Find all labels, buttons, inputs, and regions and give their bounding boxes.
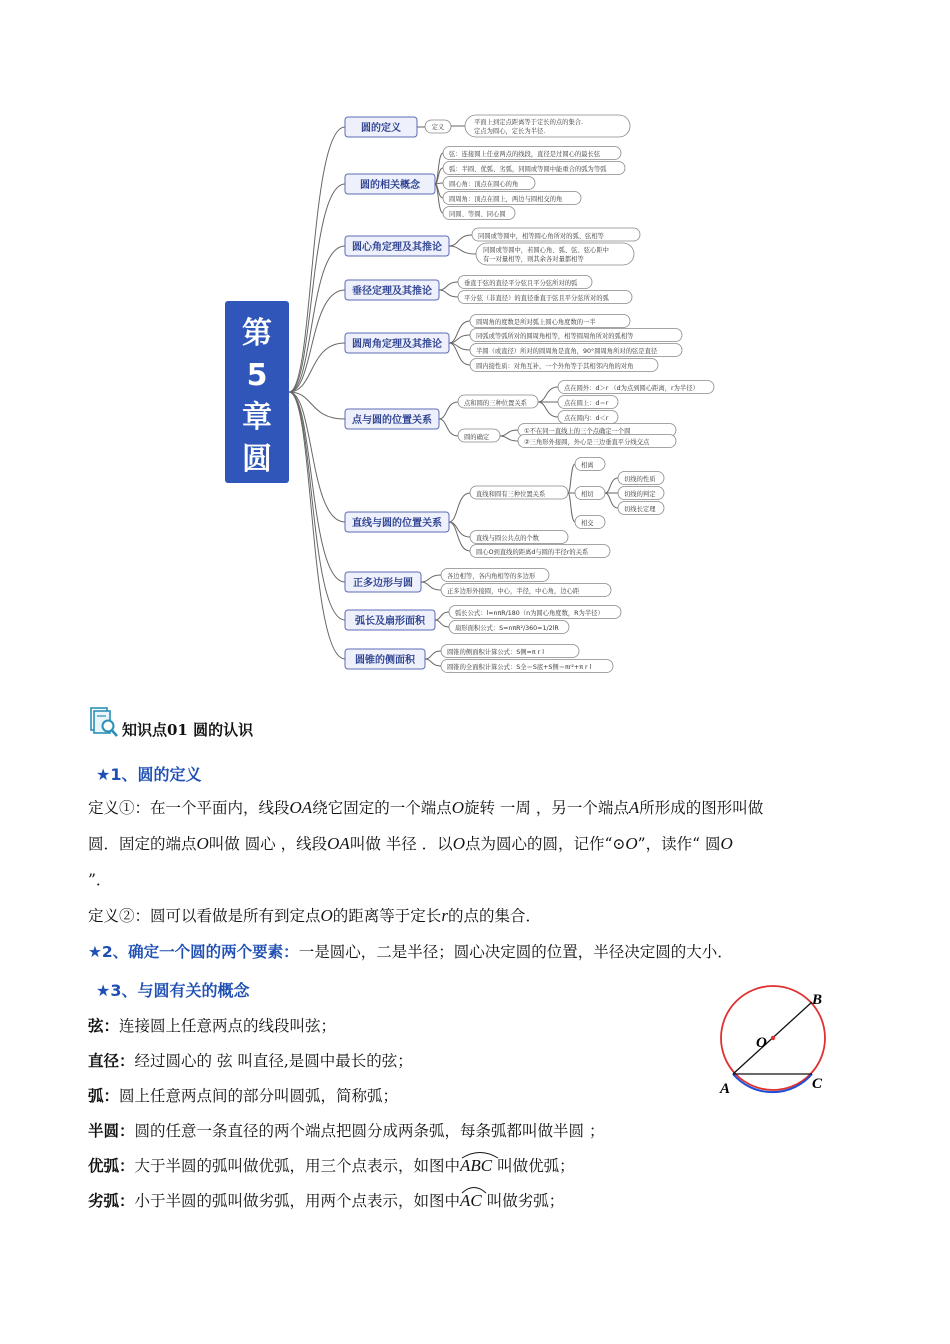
leaf-branch-line	[425, 659, 441, 666]
label-a: A	[720, 1081, 731, 1097]
central-angle-item: 有一对量相等，则其余各对量都相等	[483, 256, 584, 263]
arc-length-item: 扇形面积公式：S=nπR²/360=1/2lR	[455, 625, 559, 632]
leaf-branch-line	[500, 436, 518, 441]
main-node-label: 圆锥的侧面积	[355, 655, 415, 666]
major-arc-symbol: ABC	[460, 1156, 492, 1176]
leaf-branch-line	[568, 464, 575, 493]
leaf-branch-line	[538, 387, 558, 402]
circle-determine-item: ②三角形外接圆，外心是三边垂直平分线交点	[524, 439, 650, 446]
leaf-branch-line	[568, 493, 575, 522]
section-heading	[88, 700, 253, 740]
inscribed-angle-item: 半圆（或直径）所对的圆周角是直角，90°圆周角所对的弦是直径	[476, 348, 658, 355]
leaf-branch-line	[449, 235, 472, 246]
main-node-label: 圆的相关概念	[360, 180, 420, 191]
cone-item: 圆锥的侧面积计算公式：S侧=π r l	[447, 649, 544, 656]
main-branch-line	[289, 392, 345, 582]
central-angle-item: 同圆或等圆中，相等圆心角所对的弧、弦相等	[478, 233, 604, 240]
leaf-branch-line	[605, 493, 618, 508]
minor-arc-symbol: AC	[460, 1191, 482, 1211]
main-node-label: 圆心角定理及其推论	[352, 242, 442, 253]
label-c: C	[812, 1076, 823, 1092]
related-concept: 圆周角：顶点在圆上，两边与圆相交的角	[449, 196, 563, 203]
line-circle-sub: 直线和圆有三种位置关系	[476, 491, 546, 498]
leaf-branch-line	[435, 620, 449, 627]
main-branch-line	[289, 392, 345, 620]
main-branch-line	[289, 392, 345, 659]
main-node-label: 垂径定理及其推论	[352, 286, 432, 297]
main-branch-line	[289, 246, 345, 392]
leaf-branch-line	[449, 246, 476, 254]
concept-chord: 弦：连接圆上任意两点的线段叫弦；	[88, 1017, 337, 1035]
leaf-branch-line	[421, 582, 441, 590]
leaf-branch-line	[439, 402, 458, 419]
central-angle-item: 同圆或等圆中，若圆心角、弧、弦、弦心距中	[483, 247, 609, 254]
main-branch-line	[289, 290, 345, 392]
chapter-title-char: 5	[246, 358, 268, 393]
point-circle-sub: 点和圆的三种位置关系	[464, 400, 527, 407]
polygon-item: 正多边形外接圆，中心，半径，中心角，边心距	[447, 588, 580, 595]
circle-determine-item: ①不在同一直线上的三个点确定一个圆	[524, 428, 631, 435]
main-node-label: 圆周角定理及其推论	[352, 339, 442, 350]
subheading-circle-definition: ★1、圆的定义	[96, 765, 202, 784]
leaf-branch-line	[449, 493, 470, 522]
leaf-branch-line	[439, 419, 458, 436]
perpendicular-item: 垂直于弦的直径平分弦且平分弦所对的弧	[464, 280, 578, 287]
leaf-branch-line	[421, 575, 441, 582]
def-text-line: 平面上到定点距离等于定长的点的集合.	[474, 119, 584, 126]
concept-semicircle: 半圆：圆的任意一条直径的两个端点把圆分成两条弧，每条弧都叫做半圆 ；	[88, 1122, 605, 1140]
main-node-label: 直线与圆的位置关系	[352, 518, 442, 529]
main-node-label: 弧长及扇形面积	[355, 616, 425, 627]
chapter-title-char: 圆	[242, 442, 272, 477]
leaf-branch-line	[435, 184, 443, 213]
concept-arc: 弧：圆上任意两点间的部分叫圆弧，简称弧；	[88, 1087, 399, 1105]
line-circle-relation: 相离	[581, 462, 594, 469]
def-text-line: 定点为圆心，定长为半径.	[474, 128, 546, 135]
chapter-title-char: 章	[242, 400, 272, 435]
tangent-item: 切线的判定	[624, 491, 656, 498]
section-title: 知识点01 圆的认识	[122, 721, 254, 739]
polygon-item: 各边相等，各内角相等的多边形	[447, 573, 536, 580]
tangent-item: 切线的性质	[624, 476, 656, 483]
leaf-branch-line	[439, 282, 458, 290]
perpendicular-item: 平分弦（非直径）的直径垂直于弦且平分弦所对的弧	[464, 295, 609, 302]
line-circle-item: 直线与圆公共点的个数	[476, 535, 539, 542]
point-circle-item: 点在圆内：d＜r	[564, 415, 609, 422]
definition-1-line-3: ”．	[88, 871, 112, 889]
cone-item: 圆锥的全面积计算公式：S全＝S底+S侧＝πr²+π r l	[447, 664, 592, 671]
search-document-icon	[88, 706, 120, 740]
main-node-label: 圆的定义	[361, 123, 401, 134]
inscribed-angle-item: 同弧或等弧所对的圆周角相等，相等圆周角所对的弧相等	[476, 333, 634, 340]
main-node-label: 正多边形与圆	[353, 578, 413, 589]
main-branch-line	[289, 392, 345, 522]
line-circle-relation: 相切	[581, 491, 594, 498]
inscribed-angle-item: 圆内接性质：对角互补，一个外角等于其相邻内角的对角	[476, 363, 634, 370]
circle-figure	[712, 985, 832, 1100]
leaf-branch-line	[449, 321, 470, 343]
related-concept: 圆心角：顶点在圆心的角	[449, 181, 519, 188]
point-circle-item: 点在圆外：d＞r （d为点到圆心距离，r为半径）	[564, 385, 699, 392]
arc-length-item: 弧长公式：l=nπR/180（n为圆心角度数，R为半径）	[455, 610, 604, 617]
label-o: O	[756, 1035, 767, 1051]
definition-1-line-1: 定义①：在一个平面内，线段OA绕它固定的一个端点O旋转 一周 ，另一个端点A所形成的图形叫做	[88, 798, 764, 817]
concept-diameter: 直径：经过圆心的 弦 叫直径,是圆中最长的弦；	[88, 1052, 413, 1070]
related-concept: 同圆、等圆、同心圆	[449, 211, 506, 218]
subheading-related-concepts: ★3、与圆有关的概念	[96, 981, 250, 1000]
leaf-branch-line	[605, 478, 618, 493]
leaf-branch-line	[425, 651, 441, 659]
related-concept: 弦：连接圆上任意两点的线段，直径是过圆心的最长弦	[449, 151, 601, 158]
chapter-title-char: 第	[242, 316, 272, 351]
two-elements-line: ★2、确定一个圆的两个要素：一是圆心，二是半径；圆心决定圆的位置，半径决定圆的大小．	[88, 943, 733, 961]
leaf-branch-line	[538, 402, 558, 417]
label-b: B	[812, 992, 823, 1008]
inscribed-angle-item: 圆周角的度数是所对弧上圆心角度数的一半	[476, 319, 596, 326]
point-circle-item: 点在圆上：d＝r	[564, 400, 609, 407]
leaf-branch-line	[449, 343, 470, 365]
line-circle-item: 圆心O到直线的距离d与圆的半径r的关系	[476, 549, 589, 556]
definition-1-line-2: 圆．固定的端点O叫做 圆心 ，线段OA叫做 半径 ．以O点为圆心的圆，记作“⊙O”，读作“ 圆O	[88, 834, 733, 853]
circle-determine: 圆的确定	[464, 434, 490, 441]
leaf-branch-line	[435, 612, 449, 620]
definition-2: 定义②：圆可以看做是所有到定点O的距离等于定长r的点的集合．	[88, 906, 541, 925]
tangent-item: 切线长定理	[624, 506, 656, 513]
main-node-label: 点与圆的位置关系	[352, 415, 432, 426]
def-tag: 定义	[431, 124, 445, 131]
line-circle-relation: 相交	[581, 520, 594, 527]
leaf-branch-line	[449, 522, 470, 537]
concept-minor-arc: 劣弧：小于半圆的弧叫做劣弧，用两个点表示，如图中 AC 叫做劣弧；	[88, 1191, 564, 1211]
related-concept: 弧：半圆、优弧、劣弧，同圆或等圆中能重合的弧为等弧	[449, 166, 607, 173]
center-point	[771, 1036, 775, 1040]
concept-major-arc: 优弧：大于半圆的弧叫做优弧，用三个点表示，如图中 ABC 叫做优弧；	[88, 1156, 575, 1176]
leaf-branch-line	[439, 290, 458, 297]
leaf-branch-line	[500, 430, 518, 436]
